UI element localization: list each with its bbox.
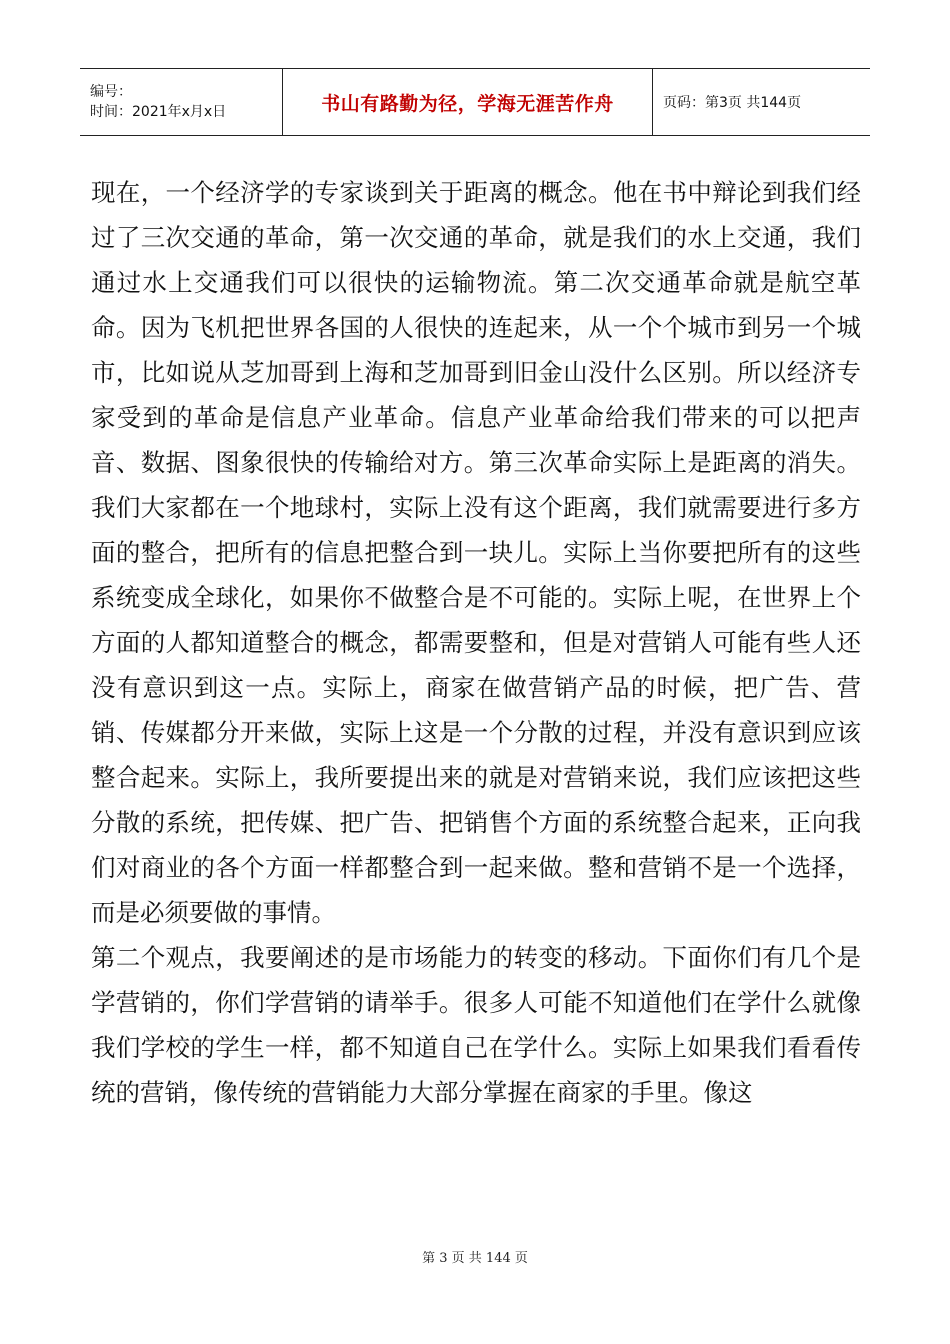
header-meta-cell xyxy=(80,69,283,135)
document-time-label: 时间：2021年x月x日 xyxy=(90,104,227,120)
header-page-code: 页码：第3页 共144页 xyxy=(663,95,802,111)
document-body xyxy=(91,170,861,1115)
header-motto-cell xyxy=(283,69,653,135)
header-motto: 书山有路勤为径，学海无涯苦作舟 xyxy=(321,92,614,115)
document-number-label: 编号： xyxy=(90,84,132,100)
header-page-cell xyxy=(653,69,870,135)
body-paragraph-2: 第二个观点，我要阐述的是市场能力的转变的移动。下面你们有几个是学营销的，你们学营销的请举手。很多人可能不知道他们在学什么就像我们学校的学生一样，都不知道自己在学什么。实际上如果我们看看传统的营销，像传统的营销能力大部分掌握在商家的手里。像这 xyxy=(91,943,861,1107)
header-table xyxy=(80,68,870,136)
page-footer: 第 3 页 共 144 页 xyxy=(422,1251,528,1266)
body-paragraph-1: 现在，一个经济学的专家谈到关于距离的概念。他在书中辩论到我们经过了三次交通的革命，第一次交通的革命，就是我们的水上交通，我们通过水上交通我们可以很快的运输物流。第二次交通革命就是航空革命。因为飞机把世界各国的人很快的连起来，从一个个城市到另一个城市，比如说从芝加哥到上海和芝加哥到旧金山没什么区别。所以经济专家受到的革命是信息产业革命。信息产业革命给我们带来的可以把声音、数据、图象很快的传输给对方。第三次革命实际上是距离的消失。我们大家都在一个地球村，实际上没有这个距离，我们就需要进行多方面的整合，把所有的信息把整合到一块儿。实际上当你要把所有的这些系统变成全球化，如果你不做整合是不可能的。实际上呢，在世界上个方面的人都知道整合的概念，都需要整和，但是对营销人可能有些人还没有意识到这一点。实际上，商家在做营销产品的时候，把广告、营销、传媒都分开来做，实际上这是一个分散的过程，并没有意识到应该整合起来。实际上，我所要提出来的就是对营销来说，我们应该把这些分散的系统，把传媒、把广告、把销售个方面的系统整合起来，正向我们对商业的各个方面一样都整合到一起来做。整和营销不是一个选择，而是必须要做的事情。 xyxy=(91,178,861,927)
